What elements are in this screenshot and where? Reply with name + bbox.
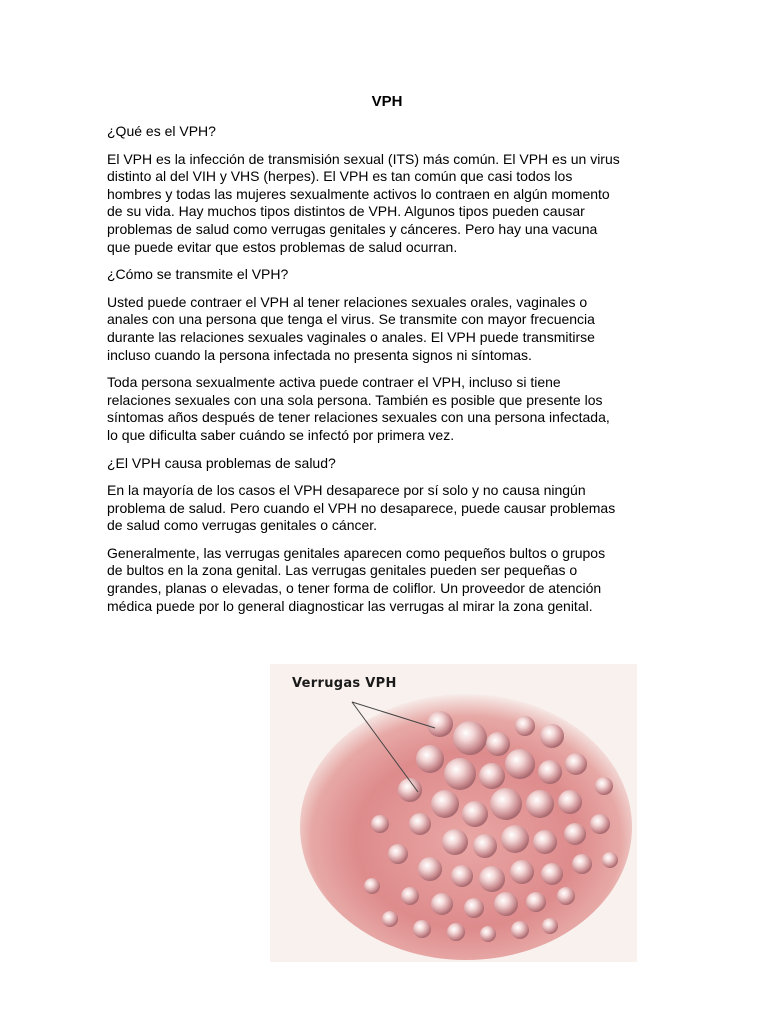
wart-bump xyxy=(364,878,380,894)
wart-bump xyxy=(444,758,476,790)
wart-bump xyxy=(564,823,586,845)
wart-bump xyxy=(479,763,505,789)
wart-bump xyxy=(431,893,453,915)
wart-bump xyxy=(540,724,564,748)
wart-bump xyxy=(409,813,431,835)
wart-bump xyxy=(413,920,431,938)
wart-bump xyxy=(557,887,575,905)
wart-bump xyxy=(486,732,510,756)
wart-bump xyxy=(526,790,554,818)
wart-bump xyxy=(590,814,610,834)
wart-bump xyxy=(447,923,465,941)
wart-bump xyxy=(416,745,444,773)
wart-bump xyxy=(515,716,535,736)
wart-bump xyxy=(371,815,389,833)
section-paragraph: Toda persona sexualmente activa puede contraer el VPH, incluso si tiene relaciones sexuales con una sola persona. También es posible que presente los síntomas años después de tener relaciones sexuales con una persona infectada, lo que dificulta saber cuándo se infectó por primera vez. xyxy=(107,374,610,443)
section-paragraph: Generalmente, las verrugas genitales aparecen como pequeños bultos o grupos de bultos en la zona genital. Las verrugas genitales pueden ser pequeñas o grandes, planas o elevadas, o tener forma de coliflor. Un proveedor de atención médica puede por lo general diagnosticar las verrugas al mirar la zona genital. xyxy=(107,544,606,614)
wart-bump xyxy=(526,892,546,912)
wart-bump xyxy=(453,721,487,755)
document-title: VPH xyxy=(371,93,403,110)
wart-bump xyxy=(473,834,497,858)
wart-bump xyxy=(388,844,408,864)
wart-bump xyxy=(510,860,534,884)
wart-bump xyxy=(565,753,587,775)
wart-bump xyxy=(427,711,453,737)
wart-bump xyxy=(464,898,484,918)
wart-bump xyxy=(382,911,398,927)
wart-bump xyxy=(533,830,557,854)
wart-bump xyxy=(541,863,563,885)
wart-bump xyxy=(542,918,558,934)
wart-bump xyxy=(505,749,535,779)
wart-bump xyxy=(418,857,442,881)
wart-bump xyxy=(451,865,473,887)
section-question: ¿Cómo se transmite el VPH? xyxy=(107,266,289,283)
wart-bump xyxy=(401,887,419,905)
wart-bump xyxy=(462,801,488,827)
wart-bump xyxy=(431,790,459,818)
section-question: ¿El VPH causa problemas de salud? xyxy=(107,454,336,471)
wart-bump xyxy=(595,777,613,795)
document-body xyxy=(107,93,667,625)
figure-label: Verrugas VPH xyxy=(292,676,397,691)
warts-illustration xyxy=(270,664,637,962)
wart-bump xyxy=(442,829,468,855)
wart-bump xyxy=(511,921,529,939)
wart-bump xyxy=(480,926,496,942)
wart-bump xyxy=(558,790,582,814)
warts-image xyxy=(270,664,637,962)
wart-bump xyxy=(479,866,505,892)
wart-bump xyxy=(501,825,529,853)
section-paragraph: Usted puede contraer el VPH al tener relaciones sexuales orales, vaginales o anales con una persona que tenga el virus. Se transmite con mayor frecuencia durante las relaciones sexuales vaginales o anales. El VPH puede transmitirse incluso cuando la persona infectada no presenta signos ni síntomas. xyxy=(107,293,595,363)
wart-bump xyxy=(538,760,562,784)
section-paragraph: El VPH es la infección de transmisión sexual (ITS) más común. El VPH es un virus distinto al del VIH y VHS (herpes). El VPH es tan común que casi todos los hombres y todas las mujeres sexualmente activos lo contraen en algún momento de su vida. Hay muchos tipos distintos de VPH. Algunos tipos pueden causar problemas de salud como verrugas genitales y cánceres. Pero hay una vacuna que puede evitar que estos problemas de salud ocurran. xyxy=(107,150,620,255)
wart-bump xyxy=(572,854,592,874)
wart-bump xyxy=(602,852,618,868)
wart-bump xyxy=(494,892,518,916)
section-question: ¿Qué es el VPH? xyxy=(107,123,216,139)
section-paragraph: En la mayoría de los casos el VPH desaparece por sí solo y no causa ningún problema de salud. Pero cuando el VPH no desaparece, puede causar problemas de salud como verrugas genitales o cáncer. xyxy=(107,482,616,534)
wart-bump xyxy=(490,788,522,820)
